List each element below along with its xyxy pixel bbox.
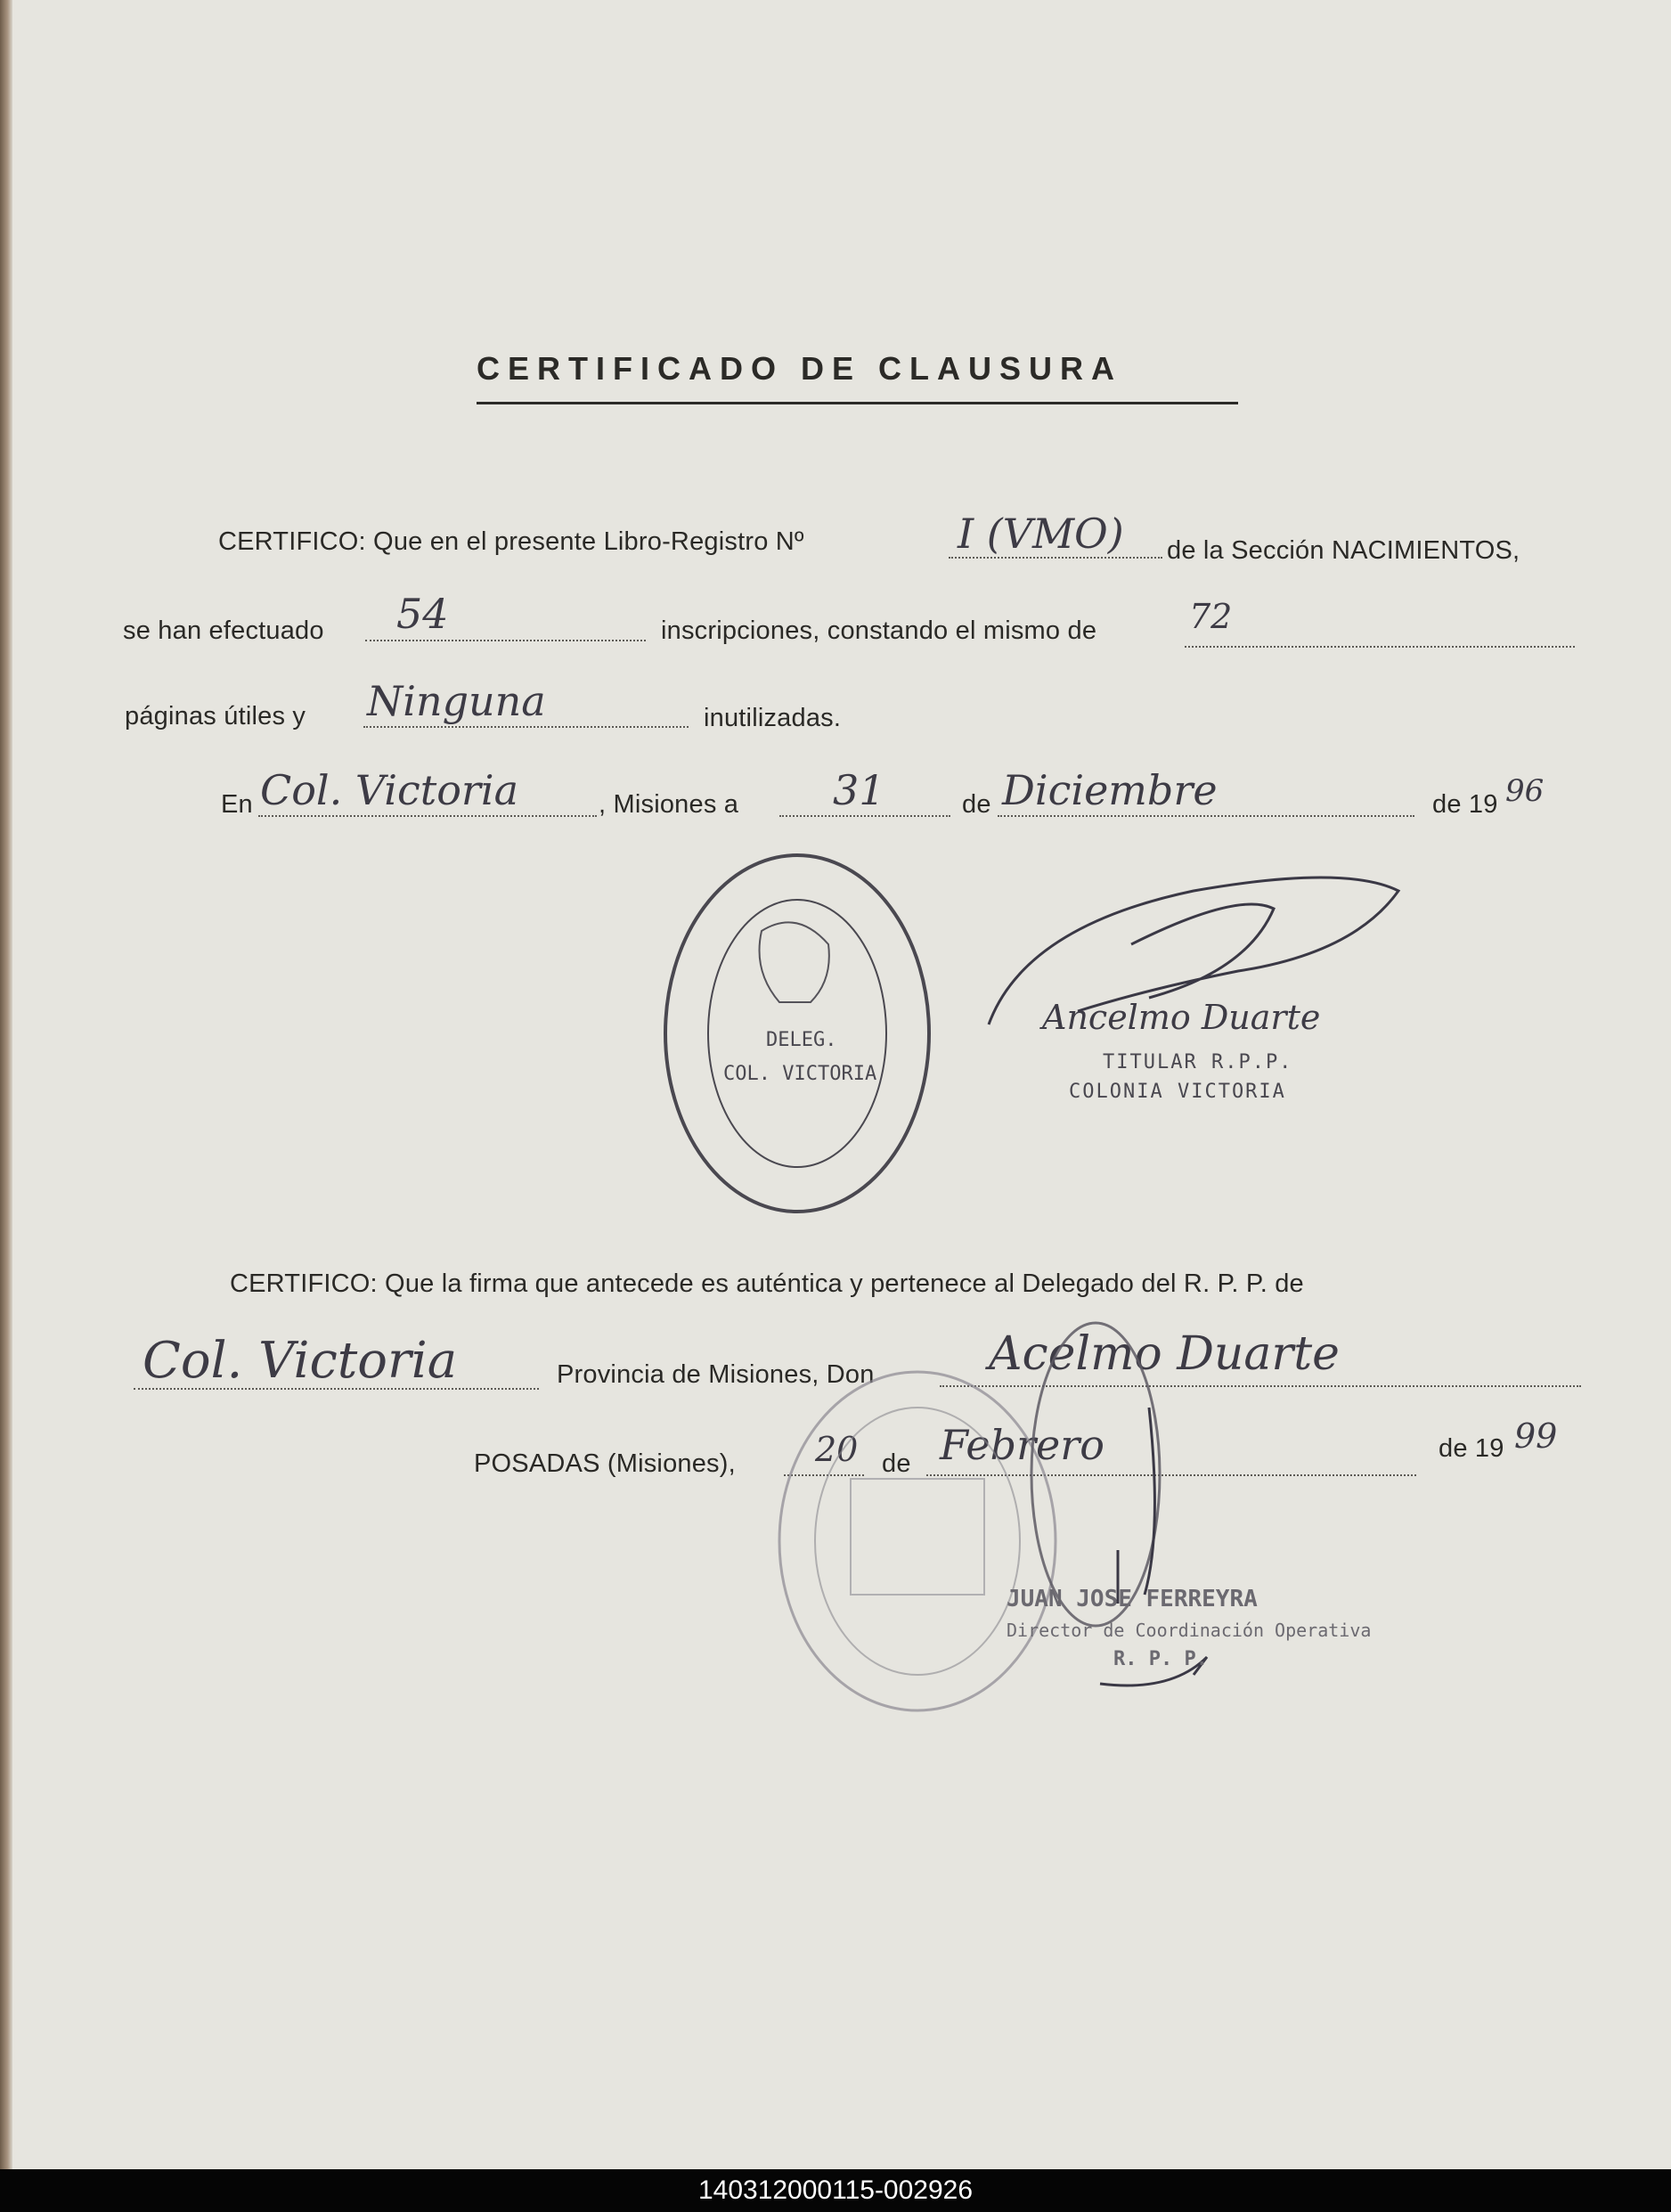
cert1-line2-mid: inscripciones, constando el mismo de [661,616,1097,645]
cert2-dia-handwritten: 20 [815,1430,859,1469]
lugar-handwritten: Col. Victoria [260,766,519,814]
signature-1-place: COLONIA VICTORIA [1069,1081,1286,1103]
stamp-portrait-icon [760,922,829,1002]
mes-handwritten: Diciembre [1002,766,1218,814]
stamp1-deleg: DELEG. [766,1029,837,1051]
stamp1-colonia: COL. VICTORIA [723,1063,877,1085]
cert1-line3-start: páginas útiles y [125,702,306,731]
cert2-provincia: Provincia de Misiones, Don [557,1360,875,1389]
de-label: de [962,790,991,819]
signature-2-name: JUAN JOSE FERREYRA [1007,1586,1258,1612]
anio-handwritten: 96 [1505,773,1545,809]
cert1-line1-start: CERTIFICO: Que en el presente Libro-Registro Nº [218,527,804,556]
document-title: CERTIFICADO DE CLAUSURA [477,350,1122,387]
lugar-line [258,815,597,817]
posadas-label: POSADAS (Misiones), [474,1449,736,1478]
cert2-lugar-handwritten: Col. Victoria [143,1332,458,1390]
stamp-coat-of-arms-icon [851,1479,984,1595]
cert1-line1-end: de la Sección NACIMIENTOS, [1167,536,1520,565]
misiones-a-label: , Misiones a [599,790,739,819]
title-underline [477,402,1238,404]
dia-handwritten: 31 [833,766,885,814]
de-19-label: de 19 [1432,790,1498,819]
cert2-anio-handwritten: 99 [1514,1416,1558,1456]
signature-2-title: Director de Coordinación Operativa [1007,1620,1372,1641]
mes-line [998,815,1414,817]
signature-2-org: R. P. P. [1113,1648,1208,1670]
en-label: En [221,790,253,819]
inutilizadas-handwritten: Ninguna [367,677,546,725]
cert2-don-handwritten: Acelmo Duarte [989,1327,1340,1381]
cert1-line2-start: se han efectuado [123,616,324,645]
paginas-line [1185,646,1575,648]
cert1-line3-end: inutilizadas. [704,704,842,732]
inutilizadas-line [363,726,689,728]
inscripciones-line [365,640,646,641]
cert2-de-19-label: de 19 [1439,1434,1504,1463]
cert2-mes-handwritten: Febrero [940,1421,1104,1469]
scan-id-footer: 140312000115-002926 [0,2169,1671,2212]
signature-1-title: TITULAR R.P.P. [1103,1051,1293,1073]
dia-line [779,815,950,817]
libro-num-handwritten: I (VMO) [958,510,1124,558]
cert2-de-label: de [882,1449,911,1478]
book-binding-edge [0,0,12,2169]
signature-1-name: Ancelmo Duarte [1042,998,1321,1037]
paginas-handwritten: 72 [1189,597,1233,636]
inscripciones-handwritten: 54 [396,590,449,638]
cert2-line1: CERTIFICO: Que la firma que antecede es auténtica y pertenece al Delegado del R. P. P. de [230,1269,1304,1298]
